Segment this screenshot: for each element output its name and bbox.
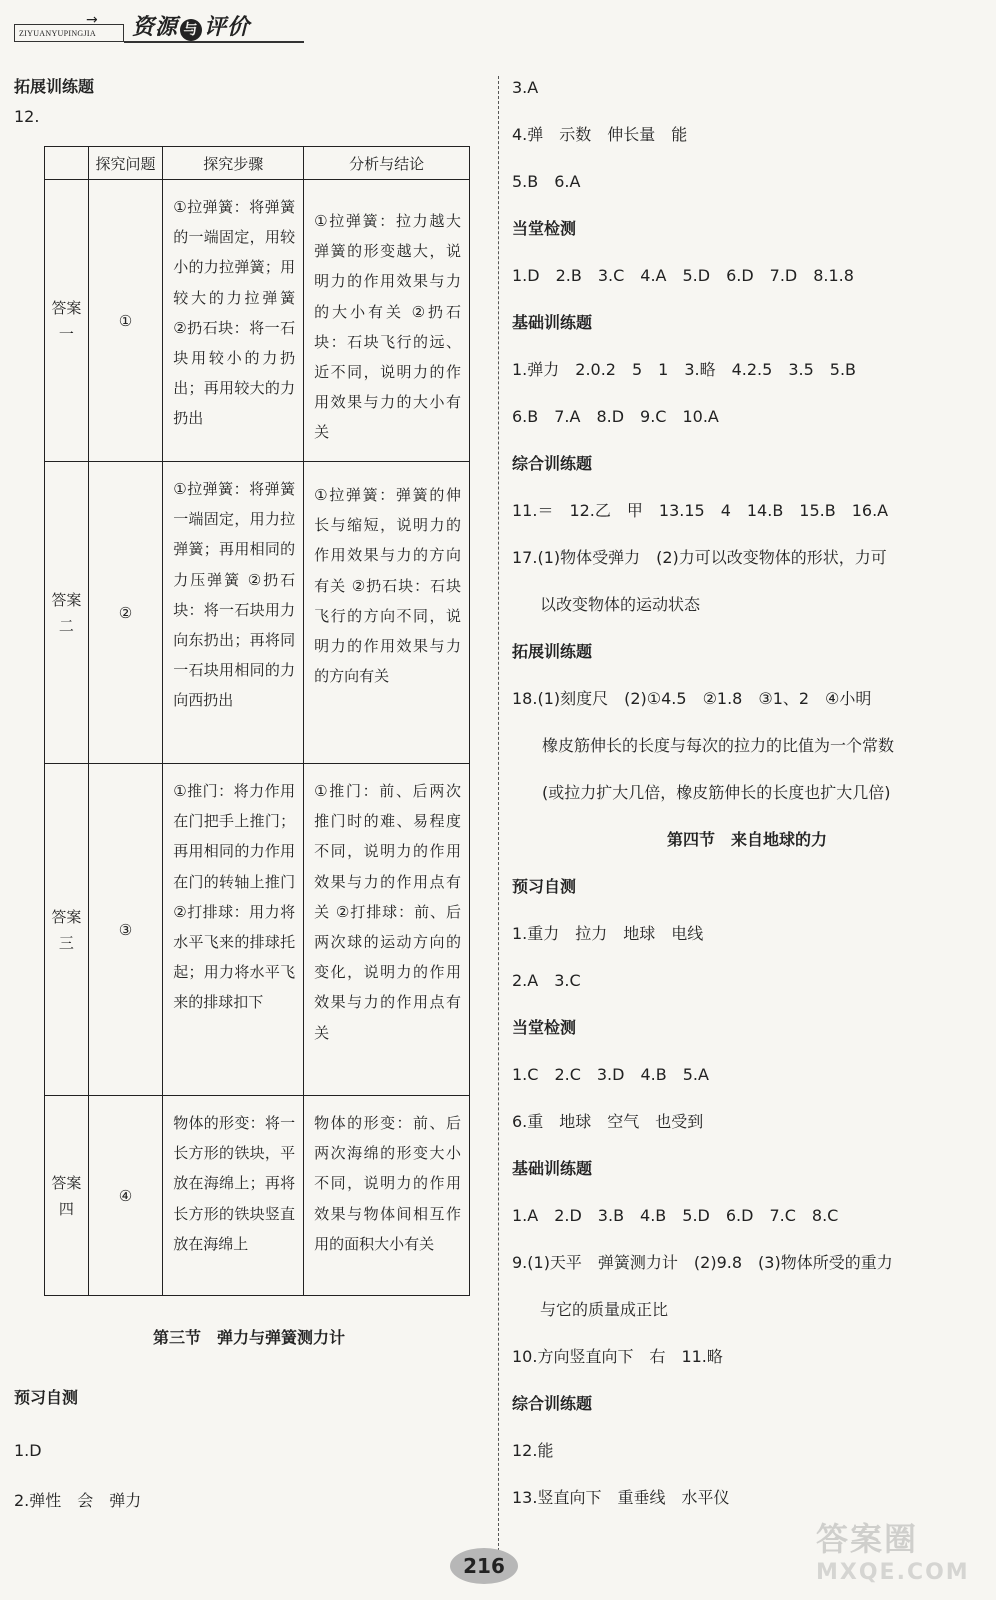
answer-line: 橡皮筋伸长的长度与每次的拉力的比值为一个常数 [542, 736, 895, 755]
answer-line: 9.(1)天平 弹簧测力计 (2)9.8 (3)物体所受的重力 [512, 1253, 893, 1272]
answer-line: 1.A 2.D 3.B 4.B 5.D 6.D 7.C 8.C [512, 1206, 839, 1225]
answer-table [44, 146, 470, 1296]
row-question: ④ [118, 1186, 133, 1205]
subsection-heading: 当堂检测 [512, 1018, 577, 1037]
answer-line: 1.重力 拉力 地球 电线 [512, 924, 704, 943]
watermark-logo [816, 1514, 976, 1586]
row-steps: ①推门：将力作用在门把手上推门；再用相同的力作用在门的转轴上推门 ②打排球：用力将水平飞来的排球托起；用力将水平飞来的排球扣下 [173, 782, 296, 1012]
row-conclusion: ①推门：前、后两次推门时的难、易程度不同，说明力的作用效果与力的作用点有关 ②打排球：前、后两次球的运动方向的变化，说明力的作用效果与力的作用点有关 [314, 782, 461, 1042]
answer-line: 18.(1)刻度尺 (2)①4.5 ②1.8 ③1、2 ④小明 [512, 689, 872, 708]
answer-line: 4.弹 示数 伸长量 能 [512, 125, 688, 144]
row-label: 答案一 [51, 298, 82, 343]
answer-line: 以改变物体的运动状态 [540, 595, 701, 614]
header-title-left: 资源 [132, 15, 179, 40]
answer-line: 1.D 2.B 3.C 4.A 5.D 6.D 7.D 8.1.8 [512, 266, 854, 285]
answer-line: 1.D [14, 1441, 42, 1460]
page-number: 216 [450, 1548, 518, 1584]
section-title: 第四节 来自地球的力 [666, 830, 827, 849]
row-steps: ①拉弹簧：将弹簧一端固定，用力拉弹簧；再用相同的力压弹簧 ②扔石块：将一石块用力向东扔出；再将同一石块用相同的力向西扔出 [173, 480, 296, 710]
row-label: 答案三 [51, 907, 82, 952]
section-title: 第三节 弹力与弹簧测力计 [152, 1328, 345, 1347]
subsection-heading: 基础训练题 [512, 313, 593, 332]
row-conclusion: 物体的形变：前、后两次海绵的形变大小不同，说明力的作用效果与物体间相互作用的面积大小有关 [314, 1114, 461, 1253]
subsection-heading: 当堂检测 [512, 219, 577, 238]
header-underline [124, 41, 304, 43]
answer-line: 12.能 [512, 1441, 554, 1460]
table-row [45, 764, 470, 1096]
subsection-heading: 基础训练题 [512, 1159, 593, 1178]
subsection-heading: 综合训练题 [512, 454, 593, 473]
table-header-cell [45, 147, 89, 180]
answer-line: 5.B 6.A [512, 172, 581, 191]
row-question: ① [118, 311, 133, 330]
table-header-cell: 探究问题 [88, 147, 162, 180]
answer-line: 17.(1)物体受弹力 (2)力可以改变物体的形状，力可 [512, 548, 887, 567]
row-label: 答案二 [51, 590, 82, 635]
answer-line: 6.重 地球 空气 也受到 [512, 1112, 704, 1131]
header-logo-text: ZIYUANYUPINGJIA [14, 24, 124, 42]
left-column [14, 72, 484, 1253]
table-header-cell: 分析与结论 [304, 147, 470, 180]
answer-line: 13.竖直向下 重垂线 水平仪 [512, 1488, 730, 1507]
answer-line: 3.A [512, 78, 539, 97]
answer-line: 1.C 2.C 3.D 4.B 5.A [512, 1065, 709, 1084]
watermark-url: MXQE.COM [816, 1560, 970, 1585]
table-row [45, 1096, 470, 1296]
row-steps: 物体的形变：将一长方形的铁块，平放在海绵上；再将长方形的铁块竖直放在海绵上 [173, 1114, 296, 1253]
row-question: ③ [118, 920, 133, 939]
right-column [512, 72, 982, 1529]
row-conclusion: ①拉弹簧：拉力越大弹簧的形变越大，说明力的作用效果与力的大小有关 ②扔石块：石块飞行的远、近不同，说明力的作用效果与力的大小有关 [314, 212, 461, 442]
answer-line: 与它的质量成正比 [540, 1300, 669, 1319]
page-header [14, 8, 304, 42]
watermark-text: 答案圈 [816, 1520, 919, 1558]
header-title [132, 10, 250, 41]
answer-line: 6.B 7.A 8.D 9.C 10.A [512, 407, 719, 426]
table-row [45, 180, 470, 462]
table-row [45, 462, 470, 764]
subsection-heading: 综合训练题 [512, 1394, 593, 1413]
subsection-heading: 拓展训练题 [512, 642, 593, 661]
answer-line: 10.方向竖直向下 右 11.略 [512, 1347, 723, 1366]
row-label: 答案四 [51, 1173, 82, 1218]
table-header-cell: 探究步骤 [163, 147, 304, 180]
question-number: 12. [14, 107, 40, 126]
answer-line: (或拉力扩大几倍，橡皮筋伸长的长度也扩大几倍) [542, 783, 891, 802]
answer-line: 2.A 3.C [512, 971, 581, 990]
answer-line: 2.弹性 会 弹力 [14, 1491, 142, 1510]
arrow-icon: → [86, 12, 98, 28]
header-title-right: 评价 [204, 15, 251, 40]
answer-line: 1.弹力 2.0.2 5 1 3.略 4.2.5 3.5 5.B [512, 360, 857, 379]
table-header-row [45, 147, 470, 180]
row-question: ② [118, 603, 133, 622]
row-conclusion: ①拉弹簧：弹簧的伸长与缩短，说明力的作用效果与力的方向有关 ②扔石块：石块飞行的方向不同，说明力的作用效果与力的方向有关 [314, 486, 461, 686]
column-divider [498, 76, 499, 1566]
header-title-mid: 与 [180, 19, 202, 41]
subsection-heading: 预习自测 [512, 877, 577, 896]
subsection-heading: 预习自测 [14, 1388, 79, 1407]
row-steps: ①拉弹簧：将弹簧的一端固定，用较小的力拉弹簧；用较大的力拉弹簧 ②扔石块：将一石块用较小的力扔出；再用较大的力扔出 [173, 198, 296, 428]
left-bottom-answers [14, 1370, 484, 1526]
answer-line: 11.＝ 12.乙 甲 13.15 4 14.B 15.B 16.A [512, 501, 889, 520]
section-heading: 拓展训练题 [14, 77, 95, 96]
